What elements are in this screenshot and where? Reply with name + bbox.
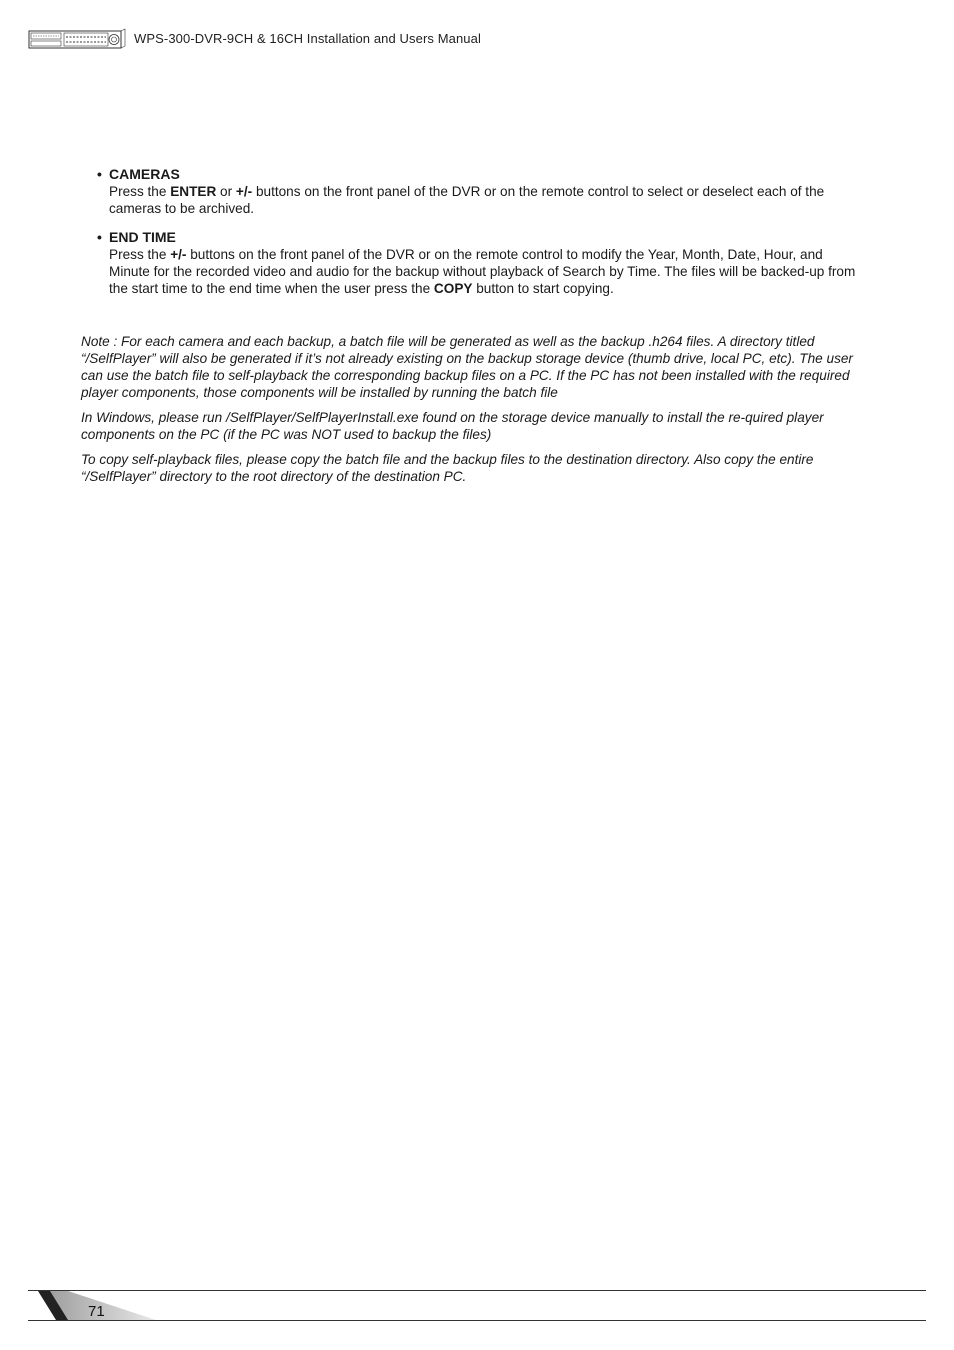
note-paragraph: To copy self-playback files, please copy the batch file and the backup files to the destination directory. Also copy the entire “/SelfPlayer” directory to the root directory of the destination PC. [81, 452, 814, 484]
plus-minus-key-label: +/- [170, 247, 187, 262]
manual-title: WPS-300-DVR-9CH & 16CH Installation and Users Manual [134, 31, 481, 46]
plus-minus-key-label: +/- [235, 184, 253, 199]
page-number: 71 [88, 1303, 105, 1320]
note-paragraph: Note : For each camera and each backup, a batch file will be generated as well as the backup .h264 files. A directory titled “/SelfPlayer” will also be generated if it’s not already existing on the backup storage device (thumb drive, local PC, etc). The user can use the batch file to self-playback the corresponding backup files on a PC. If the PC has not been installed with the required player components, those components will be installed by running the batch file [81, 334, 853, 400]
page-footer [28, 1290, 926, 1322]
end-time-section: • END TIME Press the +/- buttons on the front panel of the DVR or on the remote control to modify the Year, Month, Date, Hour, and Minute for the recorded video and audio for the backup without playback of Search by Time. The files will be backed-up from the start time to the end time when the user press the COPY button to start copying. [97, 229, 856, 296]
enter-key-label: ENTER [170, 184, 217, 199]
end-time-description: Press the +/- buttons on the front panel of the DVR or on the remote control to modify the Year, Month, Date, Hour, and Minute for the recorded video and audio for the backup without playback of Search by Time. The files will be backed-up from the start time to the end time when the user press the COPY button to start copying. [109, 247, 856, 296]
cameras-description: Press the ENTER or +/- buttons on the front panel of the DVR or on the remote control to select or deselect each of the cameras to be archived. [109, 184, 825, 216]
end-time-heading: END TIME [109, 229, 176, 245]
cameras-heading: CAMERAS [109, 166, 180, 182]
notes-section [81, 333, 861, 493]
dvr-device-icon [28, 28, 128, 50]
note-paragraph: In Windows, please run /SelfPlayer/SelfPlayerInstall.exe found on the storage device manually to install the re-quired player components on the PC (if the PC was NOT used to backup the files) [81, 410, 824, 442]
copy-key-label: COPY [433, 281, 473, 296]
cameras-section: • CAMERAS Press the ENTER or +/- buttons on the front panel of the DVR or on the remote control to select or deselect each of the cameras to be archived. [97, 166, 857, 217]
page-header [28, 26, 928, 52]
